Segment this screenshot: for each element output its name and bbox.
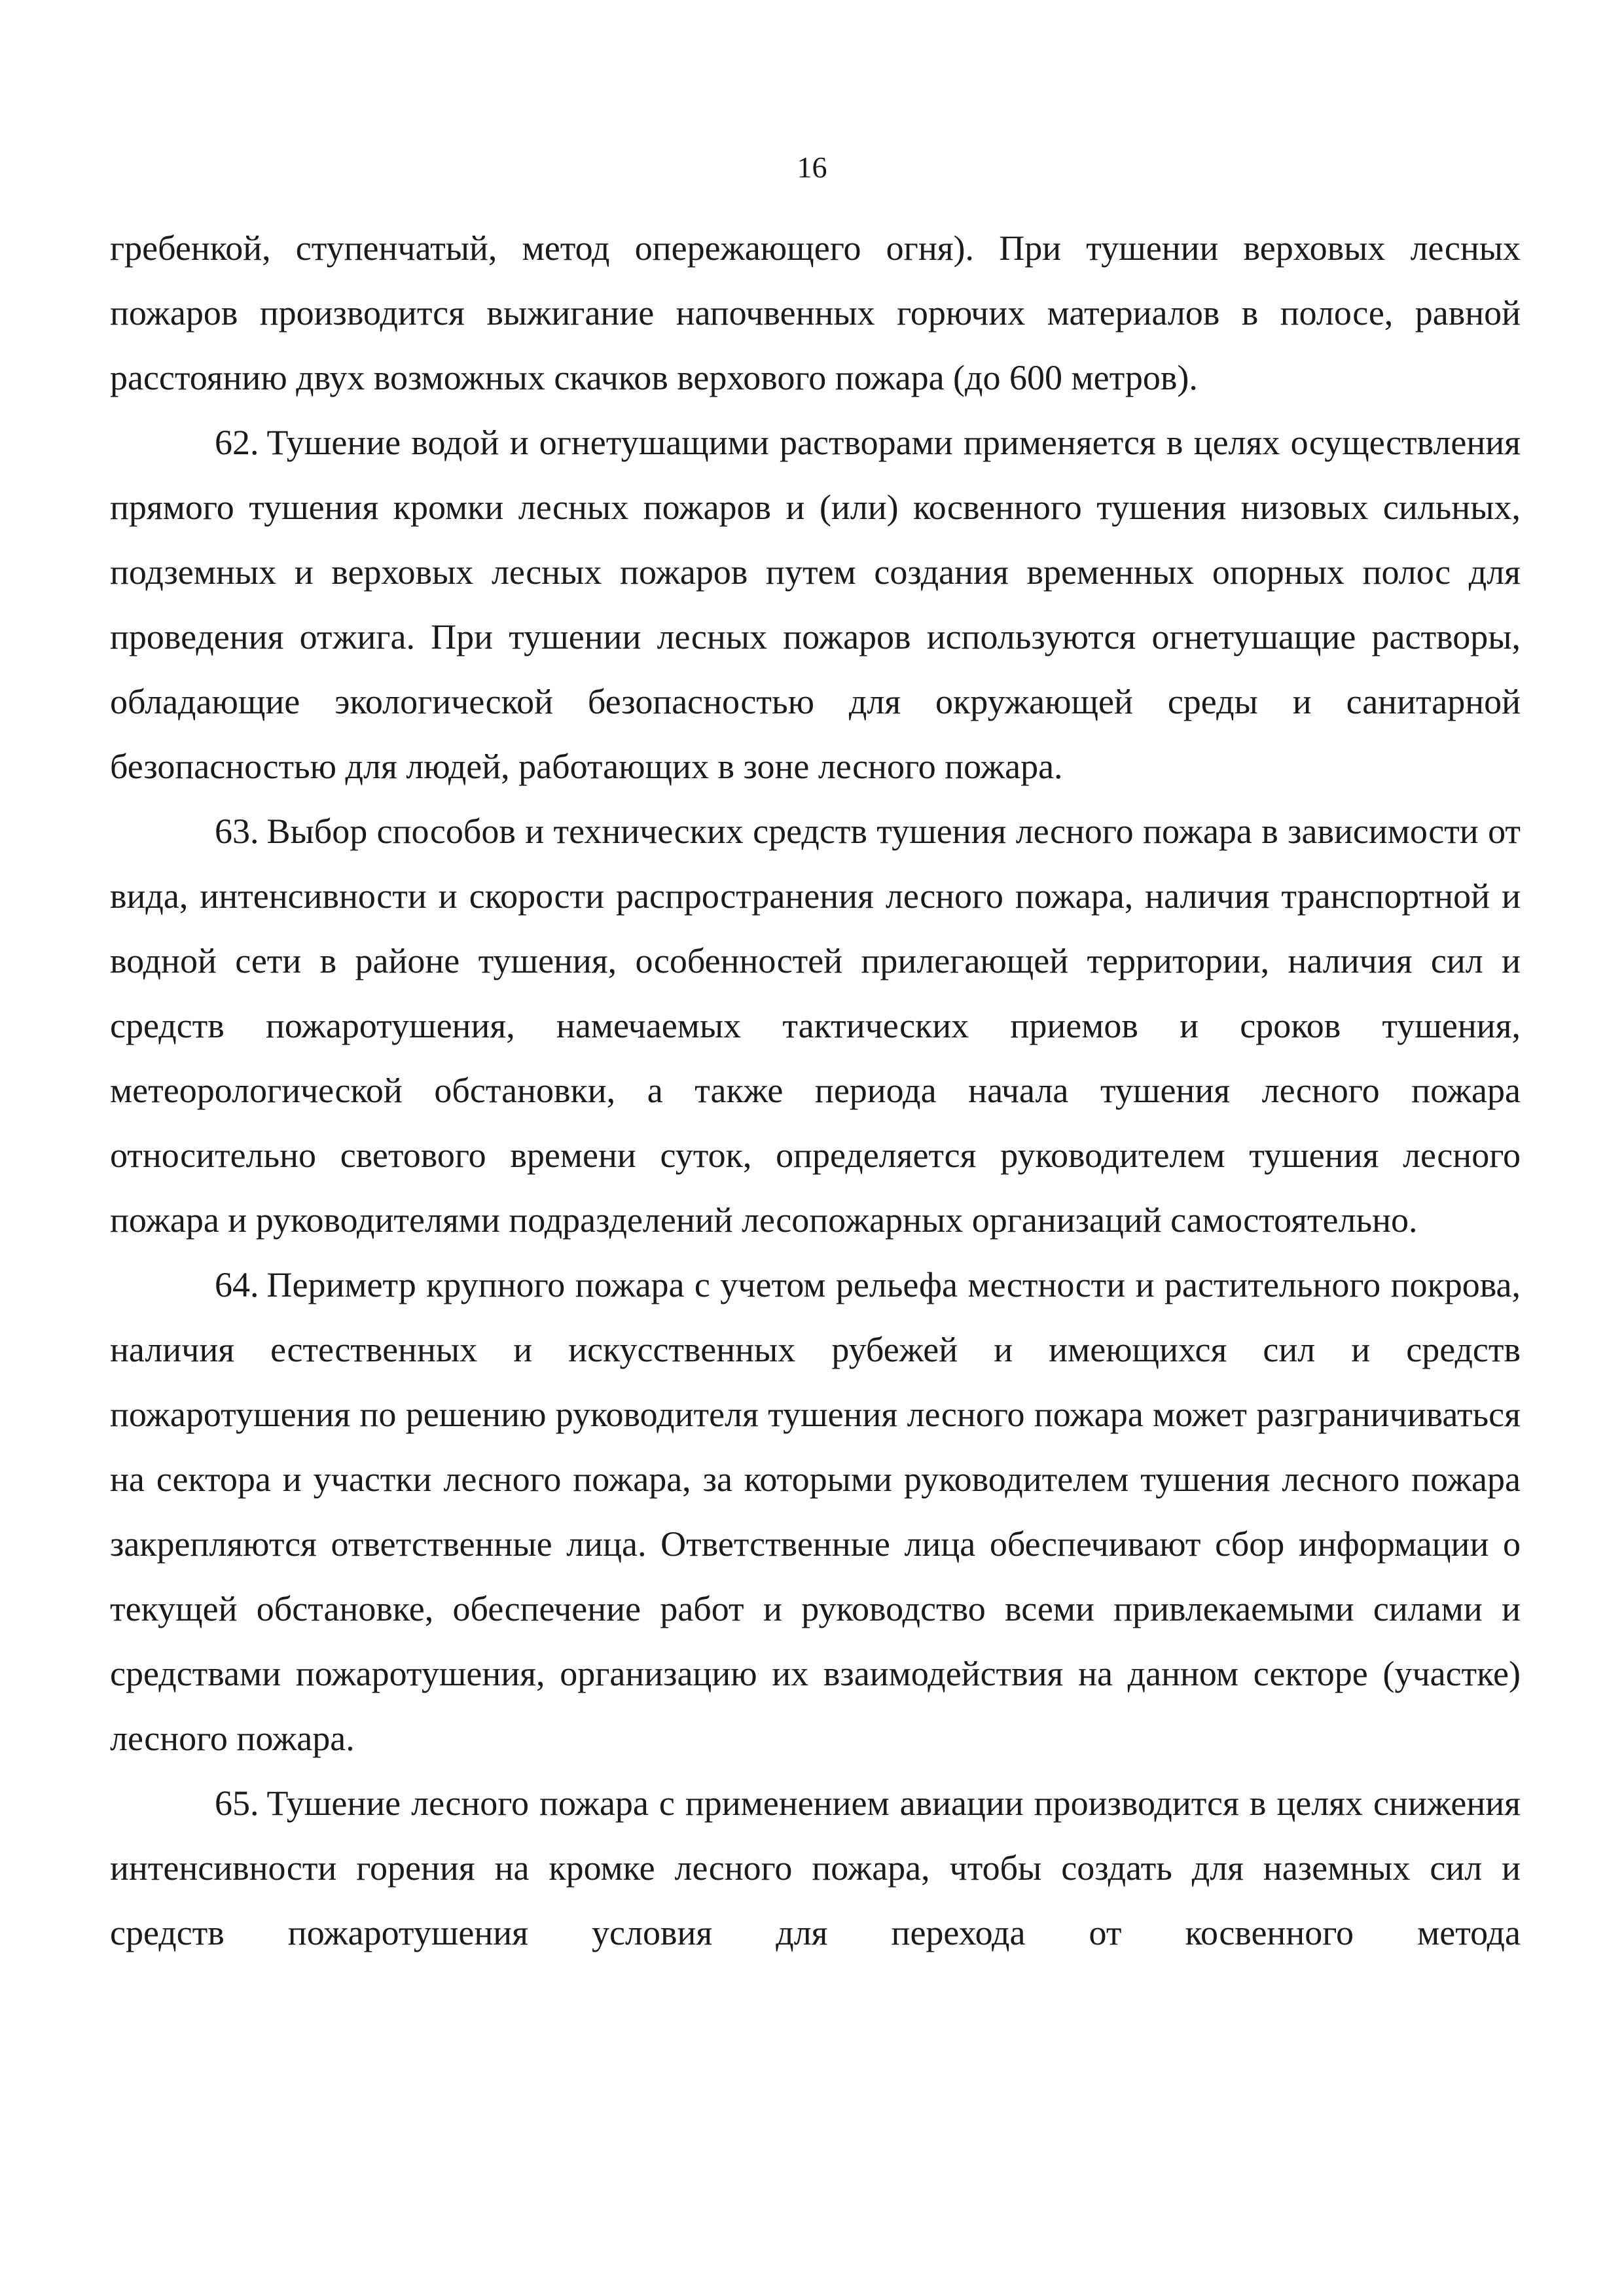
paragraph-text: Тушение лесного пожара с применением авиации производится в целях снижения интенсивности горения на кромке лесного пожара, чтобы создать для наземных сил и средств пожаротушения условия для перехода от косвенного метода bbox=[110, 1784, 1521, 1952]
paragraph-text: гребенкой, ступенчатый, метод опережающего огня). При тушении верховых лесных пожаров производится выжигание напочвенных горючих материалов в полосе, равной расстоянию двух возможных скачков верхового пожара (до 600 метров). bbox=[110, 228, 1521, 397]
paragraph-64 bbox=[110, 1253, 1521, 1771]
paragraph-number: 62. bbox=[215, 423, 259, 462]
paragraph-text: Тушение водой и огнетушащими растворами применяется в целях осуществления прямого тушения кромки лесных пожаров и (или) косвенного тушения низовых сильных, подземных и верховых лесных пожаров путем создания временных опорных полос для проведения отжига. При тушении лесных пожаров используются огнетушащие растворы, обладающие экологической безопасностью для окружающей среды и санитарной безопасностью для людей, работающих в зоне лесного пожара. bbox=[110, 423, 1521, 786]
paragraph-63 bbox=[110, 799, 1521, 1253]
page-number: 16 bbox=[797, 151, 827, 184]
paragraph-number: 64. bbox=[215, 1265, 259, 1304]
paragraph-62 bbox=[110, 410, 1521, 799]
paragraph-number: 63. bbox=[215, 812, 259, 851]
paragraph-number: 65. bbox=[215, 1784, 259, 1823]
paragraph-text: Периметр крупного пожара с учетом рельефа местности и растительного покрова, наличия естественных и искусственных рубежей и имеющихся сил и средств пожаротушения по решению руководителя тушения лесного пожара может разграничиваться на сектора и участки лесного пожара, за которыми руководителем тушения лесного пожара закрепляются ответственные лица. Ответственные лица обеспечивают сбор информации о текущей обстановке, обеспечение работ и руководство всеми привлекаемыми силами и средствами пожаротушения, организацию их взаимодействия на данном секторе (участке) лесного пожара. bbox=[110, 1265, 1521, 1758]
paragraph-65 bbox=[110, 1771, 1521, 1965]
paragraph-continuation bbox=[110, 216, 1521, 410]
document-body bbox=[110, 216, 1521, 1965]
paragraph-text: Выбор способов и технических средств тушения лесного пожара в зависимости от вида, интенсивности и скорости распространения лесного пожара, наличия транспортной и водной сети в районе тушения, особенностей прилегающей территории, наличия сил и средств пожаротушения, намечаемых тактических приемов и сроков тушения, метеорологической обстановки, а также периода начала тушения лесного пожара относительно светового времени суток, определяется руководителем тушения лесного пожара и руководителями подразделений лесопожарных организаций самостоятельно. bbox=[110, 812, 1521, 1240]
